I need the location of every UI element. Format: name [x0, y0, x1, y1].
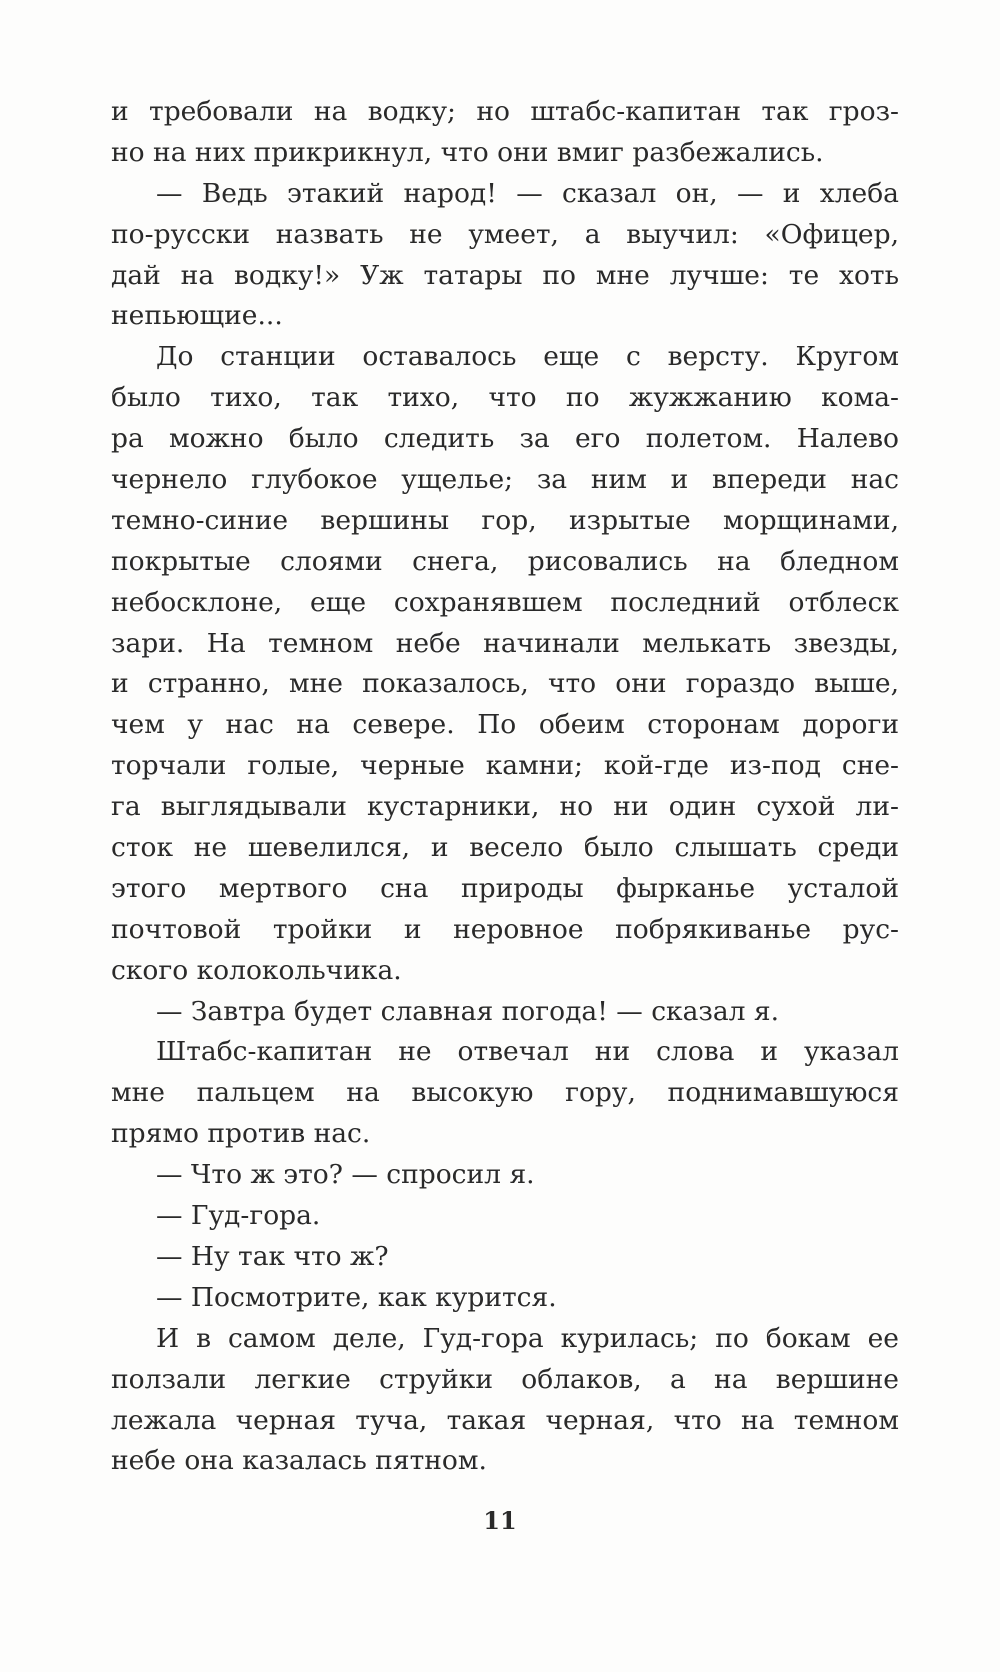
- text-line: по-русски назвать не умеет, а выучил: «Офицер,: [111, 218, 899, 250]
- text-line: небе она казалась пятном.: [111, 1445, 487, 1477]
- text-line: лежала черная туча, такая черная, что на темном: [111, 1404, 899, 1436]
- text-line: мне пальцем на высокую гору, поднимавшуюся: [111, 1077, 899, 1109]
- text-line: чернело глубокое ущелье; за ним и впереди нас: [111, 464, 899, 496]
- text-line: прямо против нас.: [111, 1118, 371, 1150]
- text-line: ского колокольчика.: [111, 954, 402, 986]
- text-line: зари. На темном небе начинали мелькать звезды,: [111, 627, 899, 659]
- text-line: небосклоне, еще сохранявшем последний отблеск: [111, 586, 899, 618]
- text-line: этого мертвого сна природы фырканье усталой: [111, 872, 899, 904]
- text-line: — Гуд-гора.: [156, 1200, 321, 1232]
- page-number: 11: [483, 1506, 517, 1535]
- text-line: — Посмотрите, как курится.: [156, 1281, 557, 1313]
- text-line: почтовой тройки и неровное побрякиванье рус-: [111, 913, 899, 945]
- text-line: дай на водку!» Уж татары по мне лучше: те хоть: [111, 259, 899, 291]
- text-line: ра можно было следить за его полетом. Налево: [111, 423, 899, 455]
- text-line: — Что ж это? — спросил я.: [156, 1159, 535, 1191]
- text-line: непьющие...: [111, 300, 283, 332]
- text-line: чем у нас на севере. По обеим сторонам дороги: [111, 709, 899, 741]
- text-line: ползали легкие струйки облаков, а на вершине: [111, 1363, 899, 1395]
- text-line: торчали голые, черные камни; кой-где из-под сне-: [111, 750, 899, 782]
- text-line: До станции оставалось еще с версту. Кругом: [156, 341, 899, 373]
- text-line: га выглядывали кустарники, но ни один сухой ли-: [111, 791, 899, 823]
- text-line: темно-синие вершины гор, изрытые морщинами,: [111, 504, 899, 536]
- text-line: и требовали на водку; но штабс-капитан так гроз-: [111, 96, 899, 127]
- text-line: покрытые слоями снега, рисовались на бледном: [111, 545, 899, 577]
- text-line: — Ну так что ж?: [156, 1240, 389, 1272]
- text-line: сток не шевелился, и весело было слышать среди: [111, 832, 899, 864]
- text-line: И в самом деле, Гуд-гора курилась; по бокам ее: [156, 1322, 899, 1354]
- text-line: Штабс-капитан не отвечал ни слова и указал: [156, 1036, 899, 1068]
- body-text: [111, 92, 899, 1482]
- text-line: и странно, мне показалось, что они гораздо выше,: [111, 668, 899, 700]
- text-line: но на них прикрикнул, что они вмиг разбежались.: [111, 136, 824, 168]
- text-line: было тихо, так тихо, что по жужжанию кома-: [111, 382, 899, 414]
- text-line: — Завтра будет славная погода! — сказал я.: [156, 995, 780, 1027]
- text-line: — Ведь этакий народ! — сказал он, — и хлеба: [156, 177, 899, 209]
